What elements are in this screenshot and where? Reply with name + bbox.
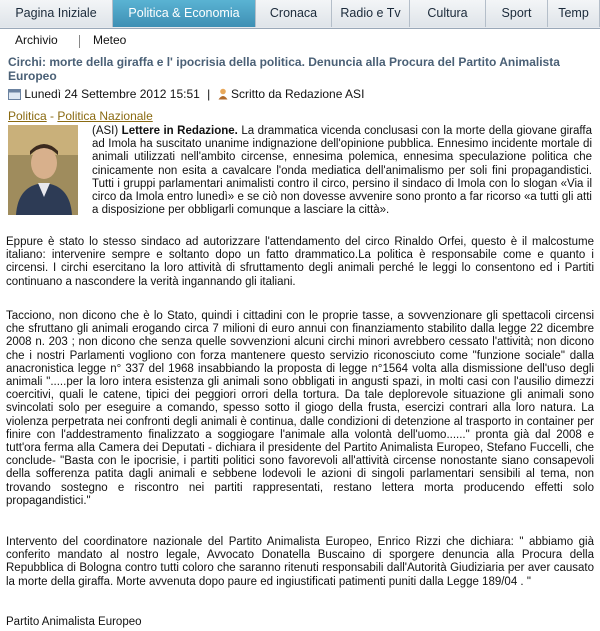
- tab-tempo[interactable]: Temp: [548, 0, 600, 27]
- user-icon: [218, 88, 228, 100]
- article-signature: Partito Animalista Europeo: [6, 616, 142, 628]
- article-author: Scritto da Redazione ASI: [230, 87, 365, 101]
- article-date: Lunedì 24 Settembre 2012 15:51: [24, 87, 200, 101]
- category-separator: -: [50, 109, 55, 123]
- paragraph-2: Eppure è stato lo stesso sindaco ad autorizzare l'attendamento del circo Rinaldo Orfei, questo è il malcostume italiano: intervenire sempre e soltanto dopo un fatto drammatico.La politica è responsabile come e quanto i circensi. I circhi esercitano la loro attività di sfruttamento degli animali perché le leggi lo consentono ed i Partiti continuano a nascondere la verità ingannando gli italiani.: [6, 236, 594, 288]
- article-meta: [8, 87, 594, 103]
- lead-paragraph: [92, 125, 592, 217]
- author-photo: [8, 125, 78, 215]
- paragraph-3: Tacciono, non dicono che è lo Stato, quindi i cittadini con le proprie tasse, a sovvenzionare gli spettacoli circensi che sfruttano gli animali erogando circa 7 milioni di euro annui con finanziamento stabilito dalla legge 22 dicembre 2008 n. 203 ; non dicono che senza quelle sovvenzioni alcuni circhi minori avrebbero cessato l'attività; non dicono che i nostri Parlamenti vogliono con forza mantenere questo servizio riconosciuto come "funzione sociale" dalla anacronistica legge n° 337 del 1968 insabbiando la proposta di legge n°1564 volta alla dismissione dell'uso degli animali ".....per la loro intera esistenza gli animali sono obbligati in angusti spazi, in molti casi con l'ausilio dimezzi coercitivi, quali le catene, tipici dei peggiori orrori della tortura. Da tale deplorevole situazione gli animali sono svincolati solo per eseguire a comando, spesso sotto il giogo della frusta, esercizi contrari alla loro natura. La violenza perpetrata nei confronti degli animali è continua, dalle condizioni di detenzione al trasporto in container per finire con l'addestramento finalizzato a soggiogare l'animale alla volontà dell'uomo......" pronta già dal 2008 e tutt'ora ferma alla Camera dei Deputati - dichiara il presidente del Partito Animalista Europeo, Stefano Fuccelli, che conclude- "Basta con le ipocrisie, i partiti politici sono favorevoli all'attività circense nonostante siano consapevoli della sofferenza patita dagli animali e sebbene lodevoli le azioni di singoli parlamentari sensibili al tema, non trovando sostegno e riscontro nei partiti rappresentati, restano lettera morta producendo effetti solo propagandistici.": [6, 310, 594, 507]
- tab-sport[interactable]: Sport: [486, 0, 548, 27]
- category-link-politica[interactable]: Politica: [8, 109, 47, 123]
- subnav-divider: [79, 35, 80, 48]
- lead-bold: Lettere in Redazione.: [121, 125, 238, 137]
- tab-politica-economia[interactable]: Politica & Economia: [113, 0, 256, 27]
- main-nav: [0, 0, 600, 29]
- paragraph-4: Intervento del coordinatore nazionale del Partito Animalista Europeo, Enrico Rizzi che dichiara: " abbiamo già conferito mandato al nostro legale, Avvocato Donatella Buscaino di sporgere denuncia alla Procura della Repubblica di Bologna contro tutti coloro che saranno ritenuti responsabili dall'Autorità Giudiziaria per aver causato la morte della giraffa. Morte avvenuta dopo paure ed ingiustificati patimenti puniti dalla Legge 189/04 . ": [6, 536, 594, 588]
- tab-pagina-iniziale[interactable]: Pagina Iniziale: [0, 0, 113, 27]
- subnav-meteo[interactable]: Meteo: [93, 33, 127, 47]
- tab-radio-tv[interactable]: Radio e Tv: [332, 0, 410, 27]
- sub-nav: [0, 29, 600, 51]
- subnav-archivio[interactable]: Archivio: [15, 33, 58, 47]
- lead-text: La drammatica vicenda conclusasi con la morte della giovane giraffa ad Imola ha suscitato unanime indignazione dell'opinione pubblica. Ennesimo incidente mortale di animali utilizzati nell'ambito circense, ennesima polemica, ennesima speculazione politica che cinicamente non esita a cavalcare l'onda mediatica dell'animalismo per soli fini propagandistici. Tutti i gruppi parlamentari animalisti contro il circo, persino il sindaco di Imola con lo slogan «Via il circo da Imola entro lunedì» e se ciò non dovesse avvenire sono pronto a far ricorso «a tutti gli atti a disposizione per obbligarli comunque a lasciare la città».: [92, 125, 592, 217]
- tab-cronaca[interactable]: Cronaca: [256, 0, 332, 27]
- category-link-politica-nazionale[interactable]: Politica Nazionale: [57, 109, 153, 123]
- lead-prefix: (ASI): [92, 125, 119, 137]
- meta-separator: |: [207, 87, 211, 101]
- tab-cultura[interactable]: Cultura: [410, 0, 486, 27]
- calendar-icon: [8, 88, 21, 100]
- article-title: Circhi: morte della giraffa e l' ipocrisia della politica. Denuncia alla Procura del Partito Animalista Europeo: [8, 55, 560, 83]
- category-breadcrumb: [8, 109, 153, 123]
